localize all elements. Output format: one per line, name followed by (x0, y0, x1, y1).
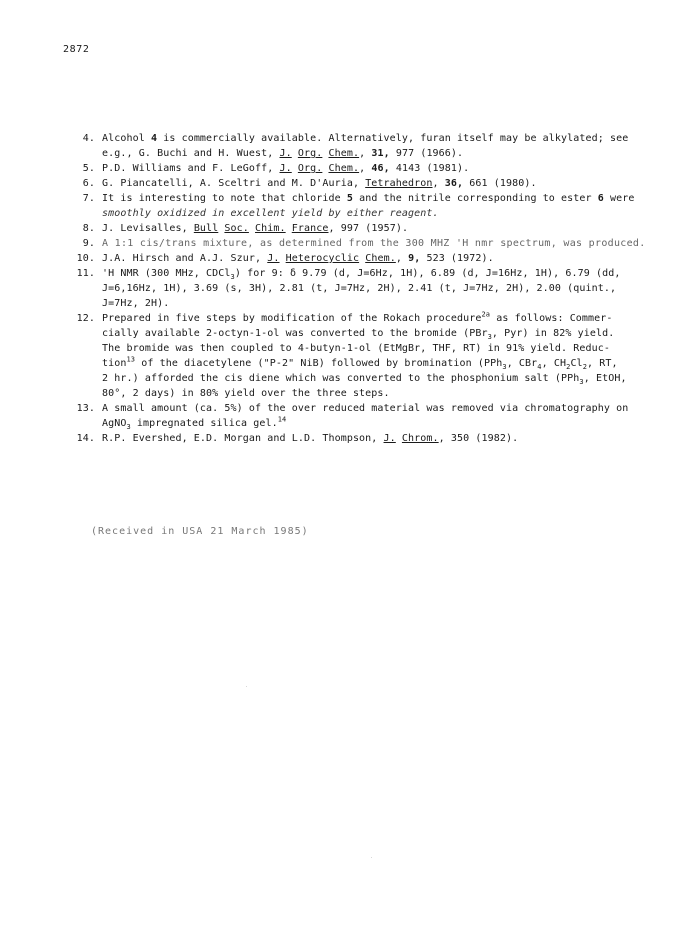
reference-item (66, 401, 636, 431)
reference-line (102, 356, 636, 371)
text-run: J. (279, 163, 292, 174)
reference-line (102, 131, 636, 146)
text-run: Bull (193, 223, 219, 234)
text-run: 2 hr.) afforded the cis diene which was converted to the phosphonium salt (PPh (102, 373, 580, 384)
text-run: The bromide was then coupled to 4-butyn-1-ol (EtMgBr, THF, RT) in 91% yield. Reduc- (102, 343, 611, 354)
text-run: It is interesting to note that chloride (102, 193, 347, 204)
text-run: , CH (541, 358, 567, 369)
scan-speck (246, 686, 247, 687)
text-run: 9, (408, 253, 421, 264)
text-run: Cl (570, 358, 583, 369)
text-run: Tetrahedron (365, 178, 433, 189)
text-run: and the nitrile corresponding to ester (352, 193, 598, 204)
reference-line (102, 371, 636, 386)
reference-text (95, 236, 646, 251)
reference-text (95, 311, 636, 401)
reference-number: 8. (82, 223, 95, 234)
text-run: , Pyr) in 82% yield. (491, 328, 615, 339)
received-date: (Received in USA 21 March 1985) (91, 526, 309, 537)
reference-number: 6. (82, 178, 95, 189)
text-run: , 997 (1957). (328, 223, 409, 234)
reference-number: 12. (76, 313, 95, 324)
text-run: were (603, 193, 635, 204)
text-run: is commercially available. Alternatively, furan itself may be alkylated; see (157, 133, 629, 144)
text-run: of the diacetylene ("P-2" NiB) followed by bromination (PPh (135, 358, 503, 369)
reference-text (95, 176, 636, 191)
text-run: Chrom. (401, 433, 439, 444)
subscript: 3 (487, 333, 492, 341)
reference-text (95, 161, 636, 176)
reference-list (66, 131, 646, 446)
subscript: 3 (126, 423, 131, 431)
reference-line (102, 416, 636, 431)
text-run: Chem. (365, 253, 396, 264)
reference-line (102, 266, 636, 281)
text-run: G. Piancatelli, A. Sceltri and M. D'Auria, (102, 178, 366, 189)
text-run: , CBr (506, 358, 538, 369)
text-run: 'H NMR (300 MHz, CDCl (102, 268, 231, 279)
reference-item (66, 311, 636, 401)
reference-line (102, 386, 636, 401)
text-run: ) for 9: δ 9.79 (d, J=6Hz, 1H), 6.89 (d, J=16Hz, 1H), 6.79 (dd, (234, 268, 621, 279)
text-run: Chim. (255, 223, 286, 234)
text-run: J. (279, 148, 292, 159)
text-run: 31, (371, 148, 390, 159)
text-run: , EtOH, (583, 373, 627, 384)
reference-text (95, 131, 636, 161)
reference-line (102, 326, 636, 341)
text-run: as follows: Commer- (490, 313, 613, 324)
reference-text (95, 266, 636, 311)
reference-text (95, 401, 636, 431)
text-run: 977 (1966). (389, 148, 464, 159)
text-run: J.A. Hirsch and A.J. Szur, (102, 253, 268, 264)
text-run: France (291, 223, 329, 234)
reference-line (102, 191, 636, 206)
text-run: 661 (1980). (463, 178, 537, 189)
text-run: , (359, 148, 372, 159)
reference-line (102, 206, 636, 221)
reference-line (102, 236, 646, 251)
text-run: cially available 2-octyn-1-ol was converted to the bromide (PBr (102, 328, 488, 339)
reference-number: 11. (76, 268, 95, 279)
text-run: Org. (297, 163, 323, 174)
text-run: 523 (1972). (420, 253, 494, 264)
reference-line (102, 161, 636, 176)
superscript: 14 (277, 415, 287, 424)
text-run: 46, (371, 163, 390, 174)
text-run: Org. (297, 148, 323, 159)
text-run: 4143 (1981). (389, 163, 470, 174)
reference-line (102, 251, 636, 266)
reference-number: 13. (76, 403, 95, 414)
scan-speck (371, 857, 372, 858)
reference-item (66, 221, 636, 236)
reference-number: 9. (82, 238, 95, 249)
reference-item (66, 191, 636, 221)
text-run: tion (102, 358, 127, 369)
text-run: J. Levisalles, (102, 223, 194, 234)
reference-item (66, 161, 636, 176)
text-run: 6 (597, 193, 604, 204)
reference-item (66, 251, 636, 266)
text-run: Heterocyclic (285, 253, 360, 264)
text-run: J=6,16Hz, 1H), 3.69 (s, 3H), 2.81 (t, J=7Hz, 2H), 2.41 (t, J=7Hz, 2H), 2.00 (quint., (102, 283, 617, 294)
reference-line (102, 281, 636, 296)
text-run: R.P. Evershed, E.D. Morgan and L.D. Thompson, (102, 433, 384, 444)
text-run: Chem. (328, 163, 360, 174)
reference-item (66, 131, 636, 161)
text-run: , RT, (587, 358, 618, 369)
text-run: , (395, 253, 409, 264)
subscript: 3 (502, 363, 507, 371)
reference-number: 4. (82, 133, 95, 144)
reference-item (66, 431, 636, 446)
text-run: Alcohol (102, 133, 151, 144)
subscript: 3 (579, 378, 584, 386)
text-run: 80°, 2 days) in 80% yield over the three steps. (102, 388, 390, 399)
reference-line (102, 311, 636, 326)
reference-item (66, 266, 636, 311)
reference-text (95, 431, 636, 446)
reference-number: 14. (76, 433, 95, 444)
text-run: A 1:1 cis/trans mixture, as determined from the 300 MHZ 'H nmr spectrum, was produced. (102, 238, 646, 249)
text-run: 36, (444, 178, 464, 189)
text-run: P.D. Williams and F. LeGoff, (102, 163, 280, 174)
reference-text (95, 251, 636, 266)
text-run: smoothly oxidized in excellent yield by either reagent. (102, 208, 439, 219)
text-run: , 350 (1982). (438, 433, 519, 444)
page-number: 2872 (63, 44, 90, 55)
subscript: 4 (537, 363, 542, 371)
text-run: A small amount (ca. 5%) of the over reduced material was removed via chromatography on (102, 403, 629, 414)
subscript: 2 (582, 363, 588, 371)
text-run: , (432, 178, 445, 189)
reference-line (102, 146, 636, 161)
reference-number: 7. (82, 193, 95, 204)
reference-line (102, 176, 636, 191)
text-run: 4 (150, 133, 158, 144)
superscript: 2a (481, 310, 491, 319)
reference-text (95, 191, 636, 221)
reference-line (102, 401, 636, 416)
reference-line (102, 341, 636, 356)
reference-number: 10. (76, 253, 95, 264)
subscript: 2 (566, 363, 571, 371)
reference-line (102, 296, 636, 311)
superscript: 13 (126, 355, 136, 364)
reference-line (102, 431, 636, 446)
reference-line (102, 221, 636, 236)
subscript: 3 (230, 273, 235, 281)
reference-number: 5. (82, 163, 95, 174)
reference-text (95, 221, 636, 236)
text-run: impregnated silica gel. (130, 418, 278, 429)
text-run: J=7Hz, 2H). (102, 298, 170, 309)
text-run: e.g., G. Buchi and H. Wuest, (102, 148, 280, 159)
text-run: J. (267, 253, 280, 264)
reference-item (66, 236, 646, 251)
text-run: 5 (346, 193, 353, 204)
text-run: , (359, 163, 372, 174)
text-run: J. (383, 433, 396, 444)
text-run: Soc. (224, 223, 249, 234)
text-run: AgNO (102, 418, 127, 429)
reference-item (66, 176, 636, 191)
text-run: Prepared in five steps by modification of the Rokach procedure (102, 313, 482, 324)
text-run: Chem. (328, 148, 360, 159)
